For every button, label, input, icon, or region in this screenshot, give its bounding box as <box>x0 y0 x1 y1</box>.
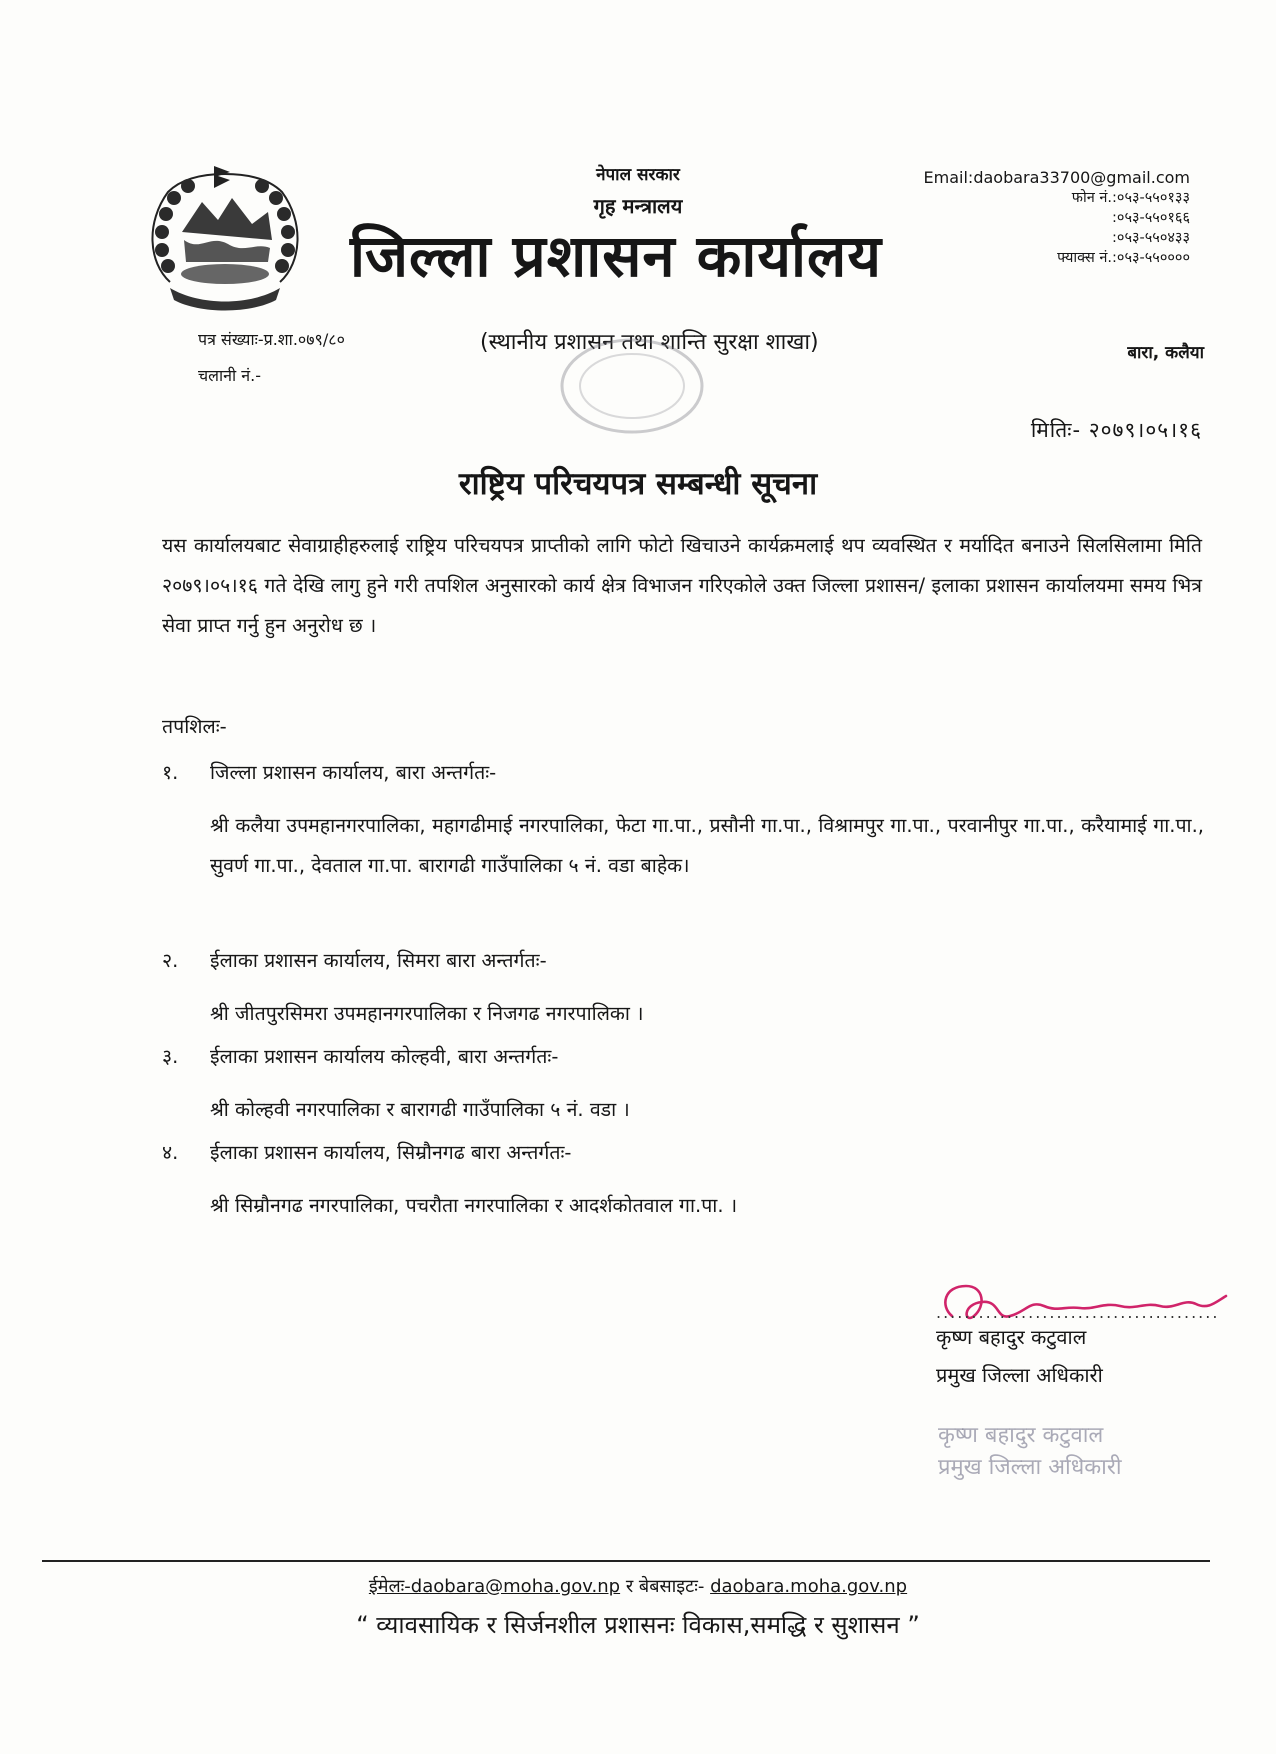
item-heading-text: ईलाका प्रशासन कार्यालय कोल्हवी, बारा अन्तर्गतः- <box>210 1045 559 1068</box>
footer-contact <box>0 1574 1276 1598</box>
section-name: (स्थानीय प्रशासन तथा शान्ति सुरक्षा शाखा) <box>480 330 819 355</box>
signature-line: ........................................ <box>936 1303 1220 1322</box>
schedule-item-detail: श्री कोल्हवी नगरपालिका र बारागढी गाउँपालिका ५ नं. वडा । <box>210 1098 630 1121</box>
phone-number: :०५३-५५०४३३ <box>1112 230 1190 246</box>
notice-title: राष्ट्रिय परिचयपत्र सम्बन्धी सूचना <box>458 466 818 502</box>
footer-divider <box>42 1560 1210 1562</box>
footer-email: ईमेलः-daobara@moha.gov.np <box>368 1576 621 1597</box>
schedule-label: तपशिलः- <box>162 715 227 738</box>
phone-number: :०५३-५५०१६६ <box>1112 210 1190 226</box>
schedule-item-heading <box>162 946 547 973</box>
office-email: Email:daobara33700@gmail.com <box>923 168 1190 187</box>
schedule-item-detail: श्री सिम्रौनगढ नगरपालिका, पचरौता नगरपालिका र आदर्शकोतवाल गा.पा. । <box>210 1194 738 1217</box>
signatory-block <box>936 1303 1220 1394</box>
item-number: ३. <box>162 1045 179 1068</box>
footer-joiner: र बेबसाइटः- <box>620 1576 711 1597</box>
reference-block <box>198 322 345 394</box>
footer-website: daobara.moha.gov.np <box>710 1576 908 1597</box>
notice-body: यस कार्यालयबाट सेवाग्राहीहरुलाई राष्ट्रिय परिचयपत्र प्राप्तीको लागि फोटो खिचाउने कार्यक्रमलाई थप व्यवस्थित र मर्यादित बनाउने सिलसिलामा मिति २०७९।०५।१६ गते देखि लागु हुने गरी तपशिल अनुसारको कार्य क्षेत्र विभाजन गरिएकोले उक्त जिल्ला प्रशासन/ इलाका प्रशासन कार्यालयमा समय भित्र सेवा प्राप्त गर्नु हुन अनुरोध छ । <box>162 534 1202 637</box>
office-seal-icon <box>552 330 712 440</box>
item-heading-text: ईलाका प्रशासन कार्यालय, सिमरा बारा अन्तर्गतः- <box>210 949 547 972</box>
item-number: ४. <box>162 1141 179 1164</box>
office-motto: “ व्यावसायिक र सिर्जनशील प्रशासनः विकास,समद्धि र सुशासन ” <box>356 1611 920 1639</box>
name-stamp <box>938 1420 1156 1510</box>
ministry-name: गृह मन्त्रालय <box>593 194 683 218</box>
stamp-name: कृष्ण बहादुर कटुवाल <box>938 1423 1104 1448</box>
fax-number: फ्याक्स नं.:०५३-५५०००० <box>1057 250 1190 266</box>
schedule-item-detail: श्री कलैया उपमहानगरपालिका, महागढीमाई नगरपालिका, फेटा गा.पा., प्रसौनी गा.पा., विश्रामपुर गा.पा., परवानीपुर गा.पा., करैयामाई गा.पा., सुवर्ण गा.पा., देवताल गा.पा. बारागढी गाउँपालिका ५ नं. वडा बाहेक। <box>210 814 1204 877</box>
dispatch-number: चलानी नं.- <box>198 366 262 385</box>
schedule-item-heading <box>162 758 496 785</box>
office-location: बारा, कलैया <box>1127 343 1204 363</box>
schedule-item-detail: श्री जीतपुरसिमरा उपमहानगरपालिका र निजगढ नगरपालिका । <box>210 1002 644 1025</box>
letter-reference-number: पत्र संख्याः-प्र.शा.०७९/८० <box>198 330 345 349</box>
letter-date: मितिः- २०७९।०५।१६ <box>1030 418 1202 442</box>
signatory-designation: प्रमुख जिल्ला अधिकारी <box>936 1363 1103 1387</box>
contact-block <box>924 168 1190 268</box>
item-heading-text: जिल्ला प्रशासन कार्यालय, बारा अन्तर्गतः- <box>210 761 497 784</box>
signatory-name: कृष्ण बहादुर कटुवाल <box>936 1325 1087 1349</box>
item-number: १. <box>162 761 179 784</box>
schedule-item-heading <box>162 1138 571 1165</box>
item-number: २. <box>162 949 179 972</box>
phone-number: फोन नं.:०५३-५५०१३३ <box>1071 190 1190 206</box>
schedule-item-heading <box>162 1042 558 1069</box>
stamp-designation: प्रमुख जिल्ला अधिकारी <box>938 1455 1122 1480</box>
office-title: जिल्ला प्रशासन कार्यालय <box>350 222 883 290</box>
government-name: नेपाल सरकार <box>596 165 680 185</box>
item-heading-text: ईलाका प्रशासन कार्यालय, सिम्रौनगढ बारा अन्तर्गतः- <box>210 1141 572 1164</box>
